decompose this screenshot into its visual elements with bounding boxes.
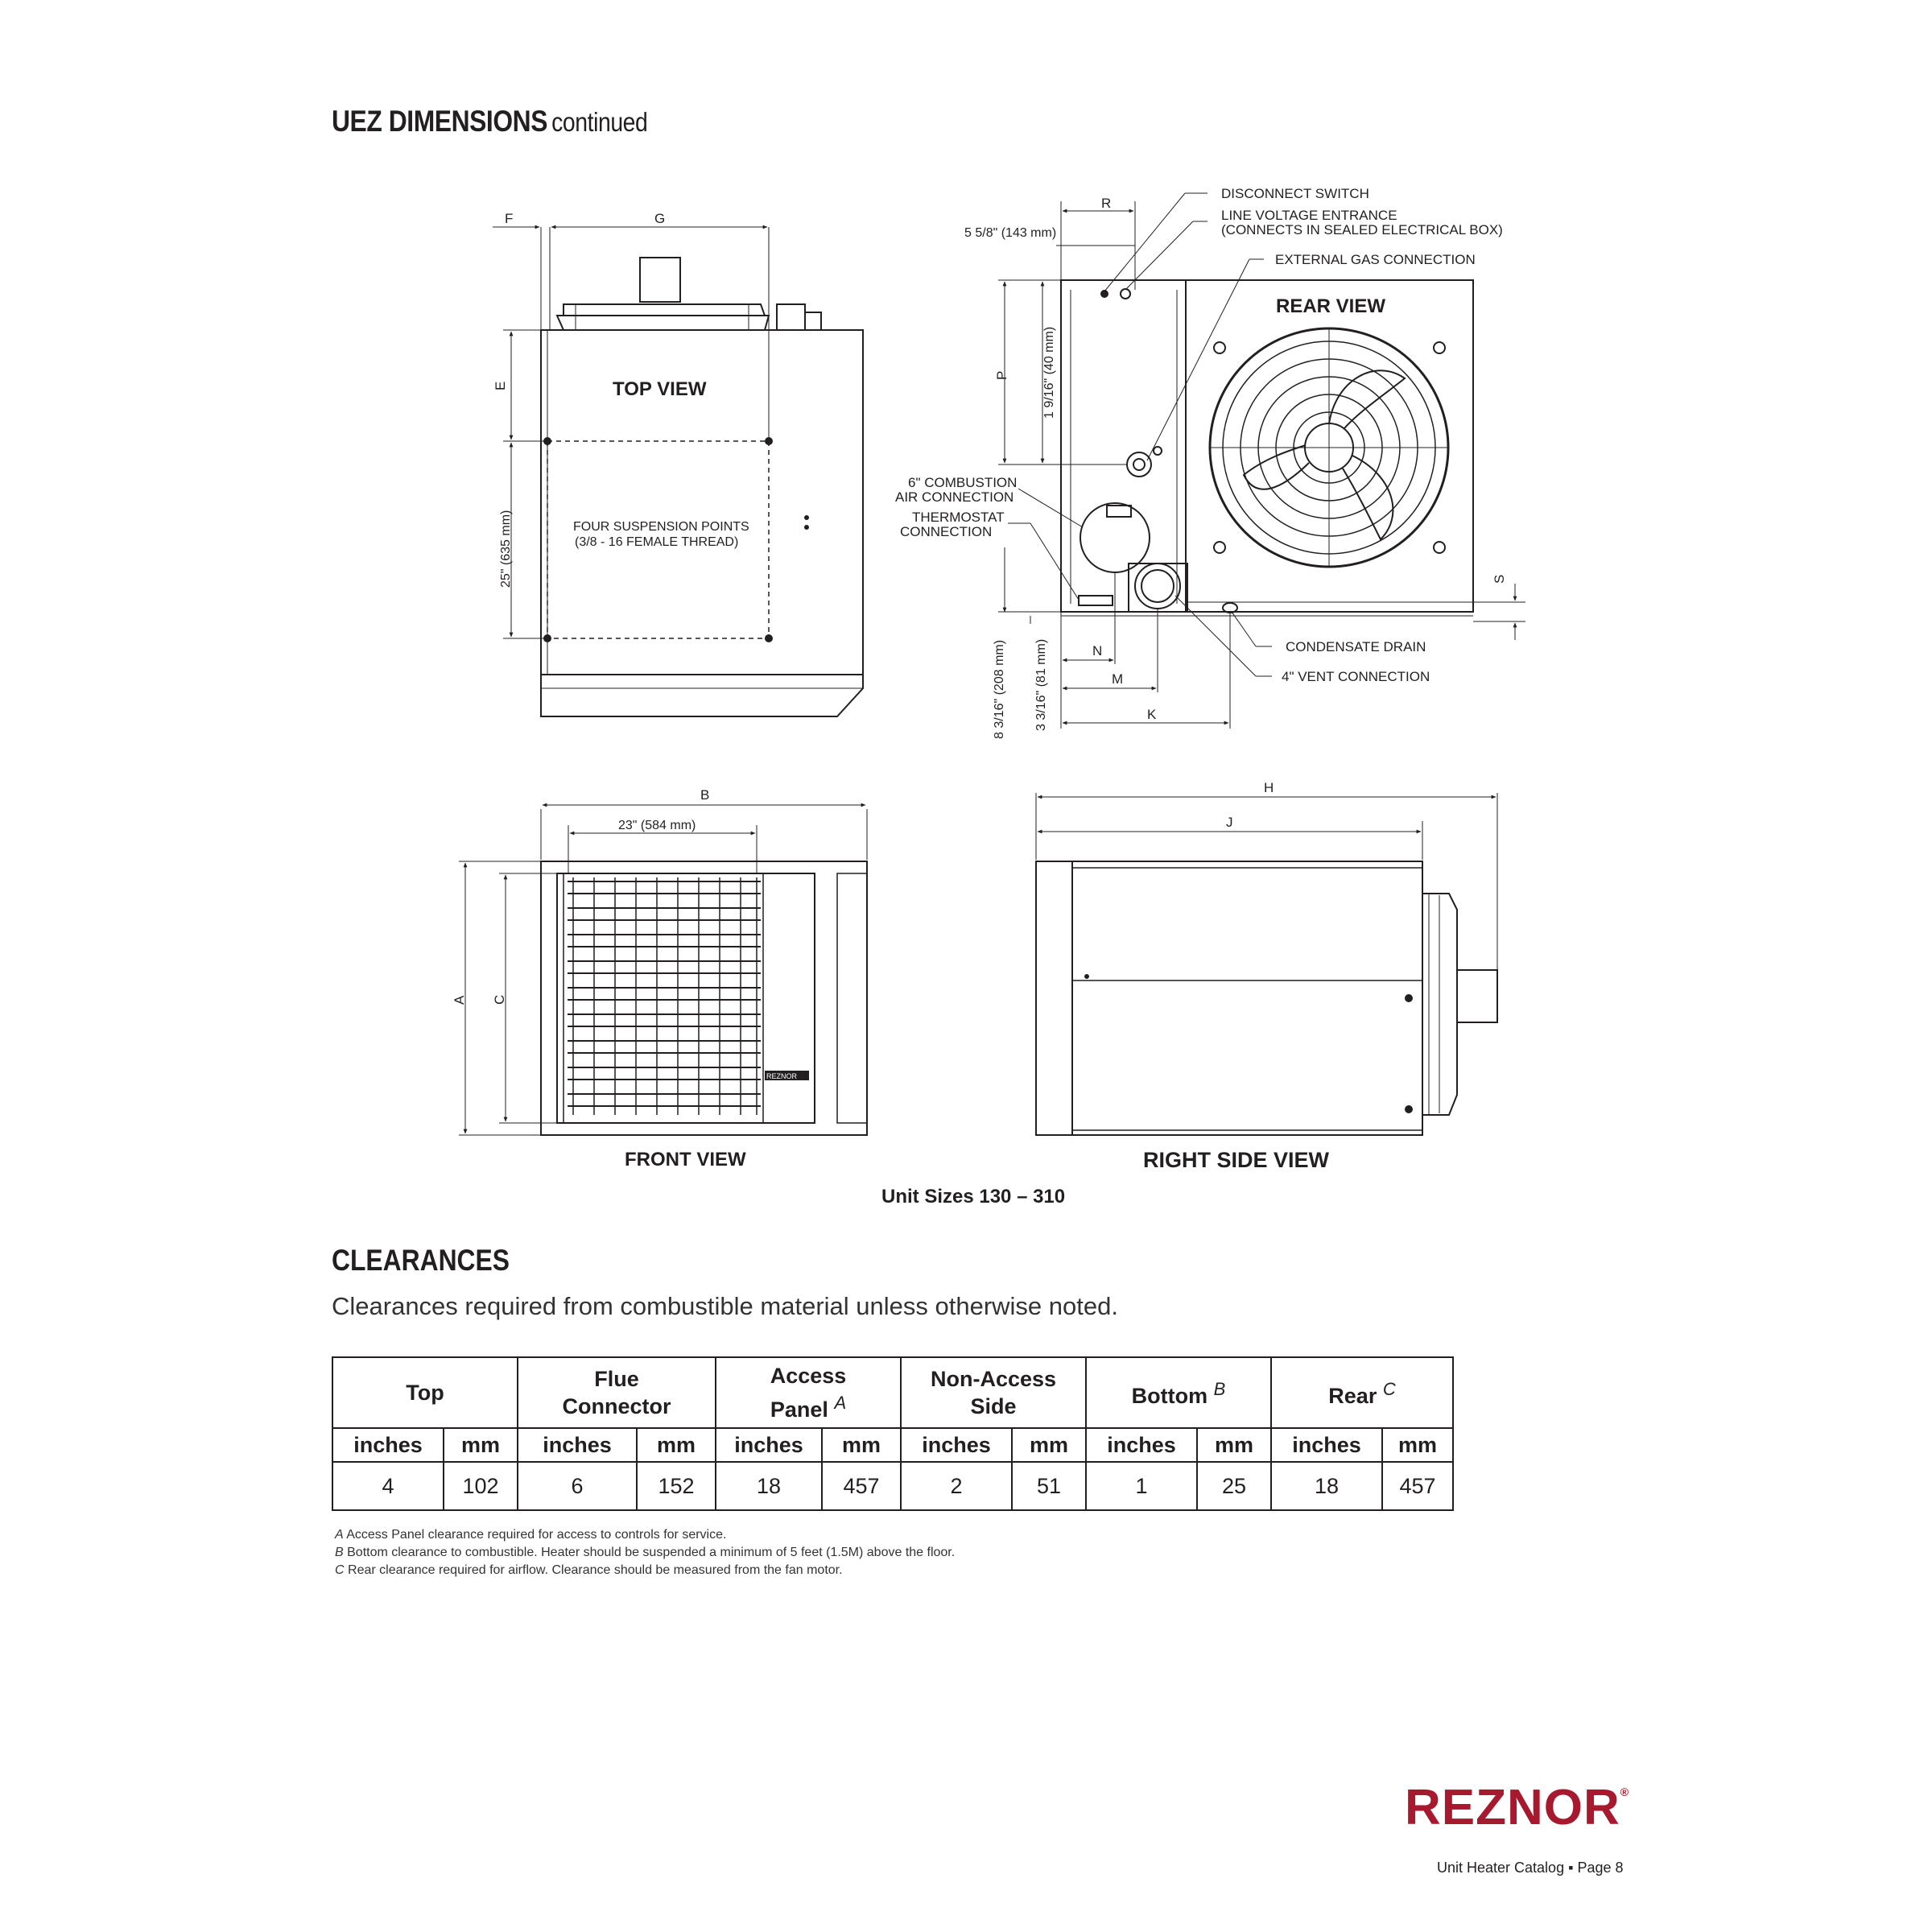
dim-f-label: F: [505, 211, 514, 226]
dim-j-label: J: [1226, 815, 1233, 830]
footer-bullet: ▪: [1568, 1860, 1574, 1876]
footnote-c: C Rear clearance required for airflow. Clearance should be measured from the fan motor.: [335, 1563, 843, 1577]
clearances-subtitle: Clearances required from combustible material unless otherwise noted.: [332, 1292, 1118, 1320]
callout-combustion-1: 6" COMBUSTION: [908, 475, 1018, 490]
group-top: Top: [332, 1357, 518, 1428]
dim-s-label: S: [1492, 574, 1507, 584]
callout-disconnect-switch: DISCONNECT SWITCH: [1221, 186, 1369, 201]
unit-header: mm: [1012, 1428, 1086, 1462]
dim-h-label: H: [1264, 780, 1274, 795]
unit-sizes-caption: Unit Sizes 130 – 310: [881, 1186, 1066, 1208]
page-number: Page 8: [1577, 1860, 1624, 1876]
table-cell: 18: [1271, 1462, 1382, 1510]
unit-badge: REZNOR: [766, 1072, 797, 1080]
rear-view-drawing: [998, 193, 1525, 729]
group-bottom: Bottom $^B$: [1086, 1357, 1271, 1428]
table-unit-header-row: [332, 1428, 1453, 1462]
dim-23in-label: 23" (584 mm): [618, 819, 696, 832]
unit-header: inches: [716, 1428, 822, 1462]
table-group-header-row: [332, 1357, 1453, 1428]
top-view-drawing: [493, 227, 863, 716]
clearances-table: [332, 1356, 1454, 1511]
right-side-view-drawing: [1036, 793, 1497, 1135]
catalog-name: Unit Heater Catalog: [1437, 1860, 1565, 1876]
dim-c-label: C: [492, 994, 507, 1005]
callout-vent-connection: 4" VENT CONNECTION: [1282, 669, 1430, 684]
table-cell: 152: [637, 1462, 716, 1510]
table-cell: 2: [901, 1462, 1012, 1510]
callout-thermostat-1: THERMOSTAT: [912, 510, 1005, 525]
group-non-access-side: Non-Access Side: [901, 1357, 1086, 1428]
unit-header: inches: [518, 1428, 637, 1462]
unit-header: mm: [637, 1428, 716, 1462]
table-cell: 18: [716, 1462, 822, 1510]
dim-p-label: P: [994, 370, 1009, 380]
unit-header: mm: [822, 1428, 901, 1462]
top-view-label: TOP VIEW: [613, 378, 707, 400]
unit-header: mm: [1382, 1428, 1453, 1462]
callout-line-voltage-2: (CONNECTS IN SEALED ELECTRICAL BOX): [1221, 222, 1503, 237]
reznor-logo: REZNOR®: [1405, 1780, 1630, 1835]
dim-b-label: B: [700, 787, 710, 803]
dim-8-3-16-label: 8 3/16" (208 mm): [993, 639, 1006, 739]
callout-thermostat-2: CONNECTION: [900, 524, 993, 539]
table-cell: 25: [1197, 1462, 1271, 1510]
footnote-a: A Access Panel clearance required for access to controls for service.: [335, 1528, 727, 1542]
unit-header: inches: [332, 1428, 444, 1462]
rear-view-label: REAR VIEW: [1276, 295, 1386, 317]
front-view-drawing: [459, 805, 867, 1135]
table-cell: 4: [332, 1462, 444, 1510]
callout-line-voltage-1: LINE VOLTAGE ENTRANCE: [1221, 208, 1397, 223]
unit-header: inches: [901, 1428, 1012, 1462]
unit-header: inches: [1271, 1428, 1382, 1462]
clearances-title: CLEARANCES: [332, 1244, 510, 1277]
dim-5-5-8-label: 5 5/8" (143 mm): [964, 226, 1057, 240]
table-cell: 457: [822, 1462, 901, 1510]
table-cell: 1: [1086, 1462, 1197, 1510]
dim-n-label: N: [1092, 643, 1103, 658]
page-title-suffix: continued: [551, 107, 648, 137]
table-cell: 457: [1382, 1462, 1453, 1510]
table-cell: 51: [1012, 1462, 1086, 1510]
callout-external-gas: EXTERNAL GAS CONNECTION: [1275, 252, 1476, 267]
page-title-text: UEZ DIMENSIONS: [332, 105, 548, 138]
table-cell: 102: [444, 1462, 518, 1510]
dim-a-label: A: [452, 995, 467, 1005]
suspension-note-line1: FOUR SUSPENSION POINTS: [573, 520, 749, 534]
footnote-b: B Bottom clearance to combustible. Heater should be suspended a minimum of 5 feet (1.5M) above the floor.: [335, 1546, 956, 1559]
dim-25in-label: 25" (635 mm): [499, 510, 513, 588]
right-side-view-label: RIGHT SIDE VIEW: [1143, 1148, 1330, 1172]
unit-header: inches: [1086, 1428, 1197, 1462]
group-flue-connector: Flue Connector: [518, 1357, 716, 1428]
dim-e-label: E: [493, 381, 508, 390]
suspension-note-line2: (3/8 - 16 FEMALE THREAD): [575, 535, 739, 549]
dim-m-label: M: [1112, 671, 1124, 687]
page-footer: [1437, 1860, 1624, 1876]
dim-1-9-16-label: 1 9/16" (40 mm): [1042, 326, 1056, 419]
dim-r-label: R: [1101, 196, 1112, 211]
group-rear: Rear $^C$: [1271, 1357, 1453, 1428]
dim-3-3-16-label: 3 3/16" (81 mm): [1034, 638, 1048, 731]
callout-combustion-2: AIR CONNECTION: [895, 489, 1014, 505]
unit-header: mm: [1197, 1428, 1271, 1462]
table-row: [332, 1462, 1453, 1510]
unit-header: mm: [444, 1428, 518, 1462]
callout-condensate-drain: CONDENSATE DRAIN: [1286, 639, 1426, 654]
dim-g-label: G: [654, 211, 666, 226]
group-access-panel: Access Panel $^A$: [716, 1357, 901, 1428]
footnotes: [335, 1526, 955, 1579]
front-view-label: FRONT VIEW: [625, 1149, 746, 1170]
table-cell: 6: [518, 1462, 637, 1510]
dim-k-label: K: [1147, 707, 1157, 722]
